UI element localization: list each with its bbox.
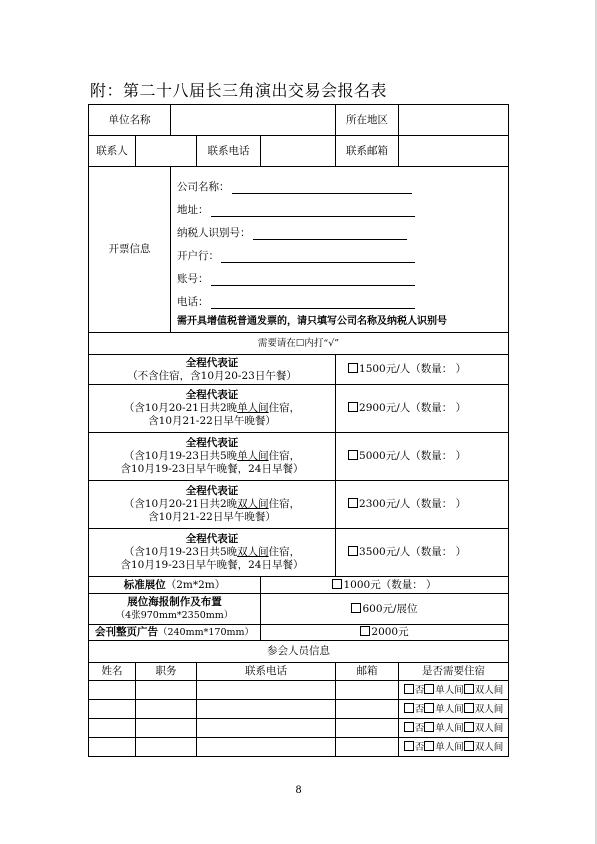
checkbox-icon[interactable] xyxy=(360,626,370,636)
checkbox-icon[interactable] xyxy=(348,363,358,373)
attendee-position-cell[interactable] xyxy=(136,681,197,700)
poster-option[interactable]: 600元/展位 xyxy=(261,594,509,625)
label-region: 所在地区 xyxy=(336,105,399,136)
col-lodging: 是否需要住宿 xyxy=(399,663,509,681)
checkbox-icon[interactable] xyxy=(464,741,474,751)
booth-option[interactable]: 1000元（数量： ） xyxy=(261,577,509,594)
table-row xyxy=(89,700,509,719)
attendee-phone-cell[interactable] xyxy=(197,738,336,757)
ad-option[interactable]: 2000元 xyxy=(261,625,509,641)
invoice-company-line[interactable]: 公司名称： xyxy=(177,171,502,194)
registration-form xyxy=(88,104,509,757)
attendee-email-cell[interactable] xyxy=(336,700,399,719)
checkbox-icon[interactable] xyxy=(404,741,414,751)
lodging-options[interactable]: 否 单人间 双人间 xyxy=(399,719,509,738)
invoice-address-line[interactable]: 地址： xyxy=(177,194,502,217)
label-unit-name: 单位名称 xyxy=(89,105,171,136)
package-2-option[interactable]: 2900元/人（数量： ） xyxy=(336,385,509,433)
lodging-options[interactable]: 否 单人间 双人间 xyxy=(399,681,509,700)
checkbox-icon[interactable] xyxy=(464,684,474,694)
page-title: 附：第二十八届长三角演出交易会报名表 xyxy=(90,81,388,100)
checkbox-icon[interactable] xyxy=(348,450,358,460)
page-number: 8 xyxy=(295,785,302,796)
package-4: 全程代表证 （含10月20-21日共2晚双人间住宿， 含10月21-22日早午晚餐） xyxy=(89,481,336,529)
booth-item: 标准展位（2m*2m） xyxy=(89,577,261,594)
label-invoice: 开票信息 xyxy=(89,167,171,333)
col-position: 职务 xyxy=(136,663,197,681)
attendee-email-cell[interactable] xyxy=(336,681,399,700)
checkbox-icon[interactable] xyxy=(404,722,414,732)
checkbox-icon[interactable] xyxy=(464,703,474,713)
col-phone: 联系电话 xyxy=(197,663,336,681)
attendee-position-cell[interactable] xyxy=(136,719,197,738)
lodging-options[interactable]: 否 单人间 双人间 xyxy=(399,700,509,719)
checkbox-icon[interactable] xyxy=(464,722,474,732)
phone-field[interactable] xyxy=(261,136,336,167)
attendee-position-cell[interactable] xyxy=(136,700,197,719)
checkbox-icon[interactable] xyxy=(424,703,434,713)
package-1-option[interactable]: 1500元/人（数量： ） xyxy=(336,355,509,385)
instruction: 需要请在☐内打“√” xyxy=(89,333,509,355)
attendee-phone-cell[interactable] xyxy=(197,681,336,700)
ad-item: 会刊整页广告（240mm*170mm） xyxy=(89,625,261,641)
checkbox-icon[interactable] xyxy=(348,402,358,412)
label-phone: 联系电话 xyxy=(197,136,261,167)
checkbox-icon[interactable] xyxy=(424,684,434,694)
checkbox-icon[interactable] xyxy=(404,684,414,694)
unit-name-field[interactable] xyxy=(171,105,336,136)
checkbox-icon[interactable] xyxy=(424,722,434,732)
col-name: 姓名 xyxy=(89,663,136,681)
attendee-name-cell[interactable] xyxy=(89,738,136,757)
checkbox-icon[interactable] xyxy=(404,703,414,713)
attendee-email-cell[interactable] xyxy=(336,719,399,738)
checkbox-icon[interactable] xyxy=(351,603,361,613)
invoice-area xyxy=(171,167,509,333)
label-email: 联系邮箱 xyxy=(336,136,399,167)
invoice-tel-line[interactable]: 电话： xyxy=(177,286,502,309)
attendee-name-cell[interactable] xyxy=(89,719,136,738)
table-row xyxy=(89,738,509,757)
package-3: 全程代表证 （含10月19-23日共5晚单人间住宿， 含10月19-23日早午晚餐，24日早餐） xyxy=(89,433,336,481)
package-4-option[interactable]: 2300元/人（数量： ） xyxy=(336,481,509,529)
package-3-option[interactable]: 5000元/人（数量： ） xyxy=(336,433,509,481)
table-row xyxy=(89,719,509,738)
attendees-heading: 参会人员信息 xyxy=(89,641,509,663)
invoice-taxid-line[interactable]: 纳税人识别号： xyxy=(177,217,502,240)
package-5: 全程代表证 （含10月19-23日共5晚双人间住宿， 含10月19-23日早午晚餐，24日早餐） xyxy=(89,529,336,577)
col-email: 邮箱 xyxy=(336,663,399,681)
checkbox-icon[interactable] xyxy=(348,546,358,556)
poster-item: 展位海报制作及布置 （4张970mm*2350mm） xyxy=(89,594,261,625)
package-2: 全程代表证 （含10月20-21日共2晚单人间住宿， 含10月21-22日早午晚餐） xyxy=(89,385,336,433)
label-contact: 联系人 xyxy=(89,136,136,167)
lodging-options[interactable]: 否 单人间 双人间 xyxy=(399,738,509,757)
invoice-note: 需开具增值税普通发票的，请只填写公司名称及纳税人识别号 xyxy=(177,316,447,327)
checkbox-icon[interactable] xyxy=(348,498,358,508)
invoice-bank-line[interactable]: 开户行： xyxy=(177,240,502,263)
contact-field[interactable] xyxy=(136,136,197,167)
attendee-name-cell[interactable] xyxy=(89,700,136,719)
attendee-phone-cell[interactable] xyxy=(197,719,336,738)
attendee-email-cell[interactable] xyxy=(336,738,399,757)
invoice-account-line[interactable]: 账号： xyxy=(177,263,502,286)
package-1: 全程代表证 （不含住宿，含10月20-23日午餐） xyxy=(89,355,336,385)
attendee-phone-cell[interactable] xyxy=(197,700,336,719)
checkbox-icon[interactable] xyxy=(424,741,434,751)
email-field[interactable] xyxy=(399,136,509,167)
checkbox-icon[interactable] xyxy=(332,579,342,589)
attendee-position-cell[interactable] xyxy=(136,738,197,757)
region-field[interactable] xyxy=(399,105,509,136)
package-5-option[interactable]: 3500元/人（数量： ） xyxy=(336,529,509,577)
attendee-name-cell[interactable] xyxy=(89,681,136,700)
table-row xyxy=(89,681,509,700)
